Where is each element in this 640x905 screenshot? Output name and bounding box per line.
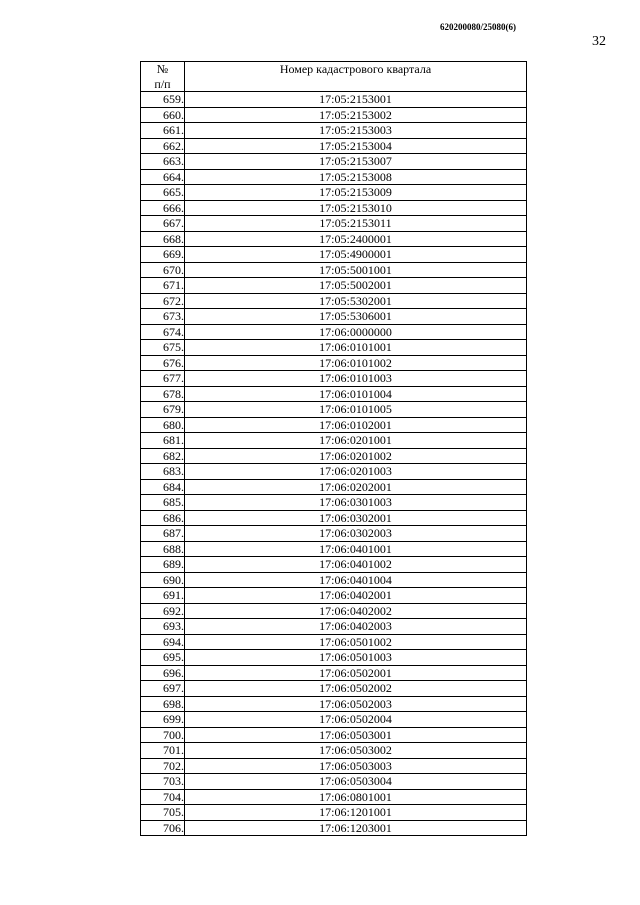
cadastral-number: 17:06:0301003 [185,495,527,511]
cadastral-number: 17:06:0503004 [185,774,527,790]
table-row [141,557,527,573]
cadastral-number: 17:06:0101001 [185,340,527,356]
cadastral-number: 17:05:5002001 [185,278,527,294]
cadastral-number: 17:05:4900001 [185,247,527,263]
row-number: 693. [141,619,185,635]
row-number: 689. [141,557,185,573]
row-number: 660. [141,107,185,123]
row-number: 669. [141,247,185,263]
row-number: 665. [141,185,185,201]
page-number: 32 [592,34,606,49]
table-row [141,278,527,294]
cadastral-quarters-table [140,61,527,836]
cadastral-number: 17:06:1203001 [185,820,527,836]
table-row [141,479,527,495]
cadastral-number: 17:06:0402001 [185,588,527,604]
cadastral-number: 17:05:2153009 [185,185,527,201]
table-row [141,247,527,263]
table-row [141,495,527,511]
column-header-number [141,62,185,92]
cadastral-number: 17:05:2153010 [185,200,527,216]
table-row [141,185,527,201]
cadastral-number: 17:05:2153001 [185,92,527,108]
row-number: 680. [141,417,185,433]
table-row [141,681,527,697]
cadastral-number: 17:06:0201002 [185,448,527,464]
table-row [141,386,527,402]
cadastral-number: 17:06:0202001 [185,479,527,495]
table-row [141,433,527,449]
table-row [141,309,527,325]
row-number: 700. [141,727,185,743]
table-row [141,510,527,526]
cadastral-number: 17:06:0402003 [185,619,527,635]
row-number: 691. [141,588,185,604]
cadastral-number: 17:06:0502002 [185,681,527,697]
row-number: 684. [141,479,185,495]
table-row [141,743,527,759]
row-number: 690. [141,572,185,588]
table-row [141,92,527,108]
cadastral-number: 17:06:0101003 [185,371,527,387]
table-row [141,138,527,154]
row-number: 687. [141,526,185,542]
cadastral-number: 17:06:0501002 [185,634,527,650]
row-number: 667. [141,216,185,232]
column-header-number-line1: № [156,62,169,76]
cadastral-number: 17:06:0000000 [185,324,527,340]
cadastral-number: 17:05:5302001 [185,293,527,309]
row-number: 699. [141,712,185,728]
row-number: 682. [141,448,185,464]
cadastral-number: 17:06:0101004 [185,386,527,402]
cadastral-number: 17:06:0501003 [185,650,527,666]
cadastral-number: 17:05:2153002 [185,107,527,123]
table-row [141,774,527,790]
table-row [141,603,527,619]
row-number: 676. [141,355,185,371]
cadastral-number: 17:06:0302003 [185,526,527,542]
row-number: 673. [141,309,185,325]
cadastral-number: 17:05:2153004 [185,138,527,154]
table-row [141,340,527,356]
row-number: 705. [141,805,185,821]
cadastral-number: 17:06:0302001 [185,510,527,526]
table-body [141,92,527,836]
cadastral-number: 17:05:2153007 [185,154,527,170]
row-number: 694. [141,634,185,650]
row-number: 670. [141,262,185,278]
row-number: 672. [141,293,185,309]
table-row [141,402,527,418]
row-number: 675. [141,340,185,356]
table-row [141,665,527,681]
row-number: 671. [141,278,185,294]
table-row [141,696,527,712]
table-row [141,231,527,247]
row-number: 666. [141,200,185,216]
row-number: 685. [141,495,185,511]
cadastral-number: 17:06:0401002 [185,557,527,573]
table-header-row [141,62,527,92]
column-header-number-line2: п/п [154,76,171,91]
cadastral-number: 17:06:0503002 [185,743,527,759]
table-row [141,758,527,774]
cadastral-number: 17:06:0102001 [185,417,527,433]
table-row [141,541,527,557]
cadastral-number: 17:06:0503003 [185,758,527,774]
table-row [141,107,527,123]
cadastral-number: 17:06:0502003 [185,696,527,712]
table-row [141,355,527,371]
table-row [141,619,527,635]
table-row [141,572,527,588]
cadastral-number: 17:05:2153008 [185,169,527,185]
cadastral-number: 17:06:0502001 [185,665,527,681]
cadastral-number: 17:05:5001001 [185,262,527,278]
cadastral-number: 17:06:0401001 [185,541,527,557]
row-number: 696. [141,665,185,681]
cadastral-number: 17:06:0201001 [185,433,527,449]
row-number: 695. [141,650,185,666]
table-row [141,789,527,805]
document-code: 620200080/25080(6) [440,22,516,32]
table-row [141,371,527,387]
cadastral-number: 17:06:0101002 [185,355,527,371]
row-number: 688. [141,541,185,557]
row-number: 663. [141,154,185,170]
cadastral-number: 17:06:0401004 [185,572,527,588]
table-row [141,464,527,480]
table-row [141,526,527,542]
row-number: 678. [141,386,185,402]
cadastral-number: 17:05:5306001 [185,309,527,325]
table-row [141,417,527,433]
table-row [141,448,527,464]
row-number: 683. [141,464,185,480]
cadastral-number: 17:06:1201001 [185,805,527,821]
cadastral-number: 17:06:0801001 [185,789,527,805]
table-row [141,262,527,278]
table-row [141,805,527,821]
table-row [141,634,527,650]
column-header-cadastral-number: Номер кадастрового квартала [185,62,527,92]
table-row [141,123,527,139]
table-row [141,650,527,666]
row-number: 704. [141,789,185,805]
row-number: 692. [141,603,185,619]
table-row [141,169,527,185]
table-row [141,154,527,170]
row-number: 698. [141,696,185,712]
cadastral-number: 17:05:2153003 [185,123,527,139]
table-row [141,727,527,743]
cadastral-number: 17:06:0101005 [185,402,527,418]
cadastral-number: 17:06:0201003 [185,464,527,480]
row-number: 686. [141,510,185,526]
row-number: 659. [141,92,185,108]
table-row [141,216,527,232]
row-number: 697. [141,681,185,697]
row-number: 661. [141,123,185,139]
row-number: 706. [141,820,185,836]
row-number: 677. [141,371,185,387]
table-row [141,588,527,604]
row-number: 668. [141,231,185,247]
table-row [141,820,527,836]
table-row [141,712,527,728]
row-number: 701. [141,743,185,759]
row-number: 702. [141,758,185,774]
table-row [141,293,527,309]
row-number: 679. [141,402,185,418]
cadastral-number: 17:06:0503001 [185,727,527,743]
row-number: 662. [141,138,185,154]
row-number: 703. [141,774,185,790]
cadastral-number: 17:06:0502004 [185,712,527,728]
table-row [141,200,527,216]
cadastral-number: 17:05:2400001 [185,231,527,247]
row-number: 664. [141,169,185,185]
row-number: 674. [141,324,185,340]
cadastral-number: 17:06:0402002 [185,603,527,619]
row-number: 681. [141,433,185,449]
table-row [141,324,527,340]
cadastral-number: 17:05:2153011 [185,216,527,232]
